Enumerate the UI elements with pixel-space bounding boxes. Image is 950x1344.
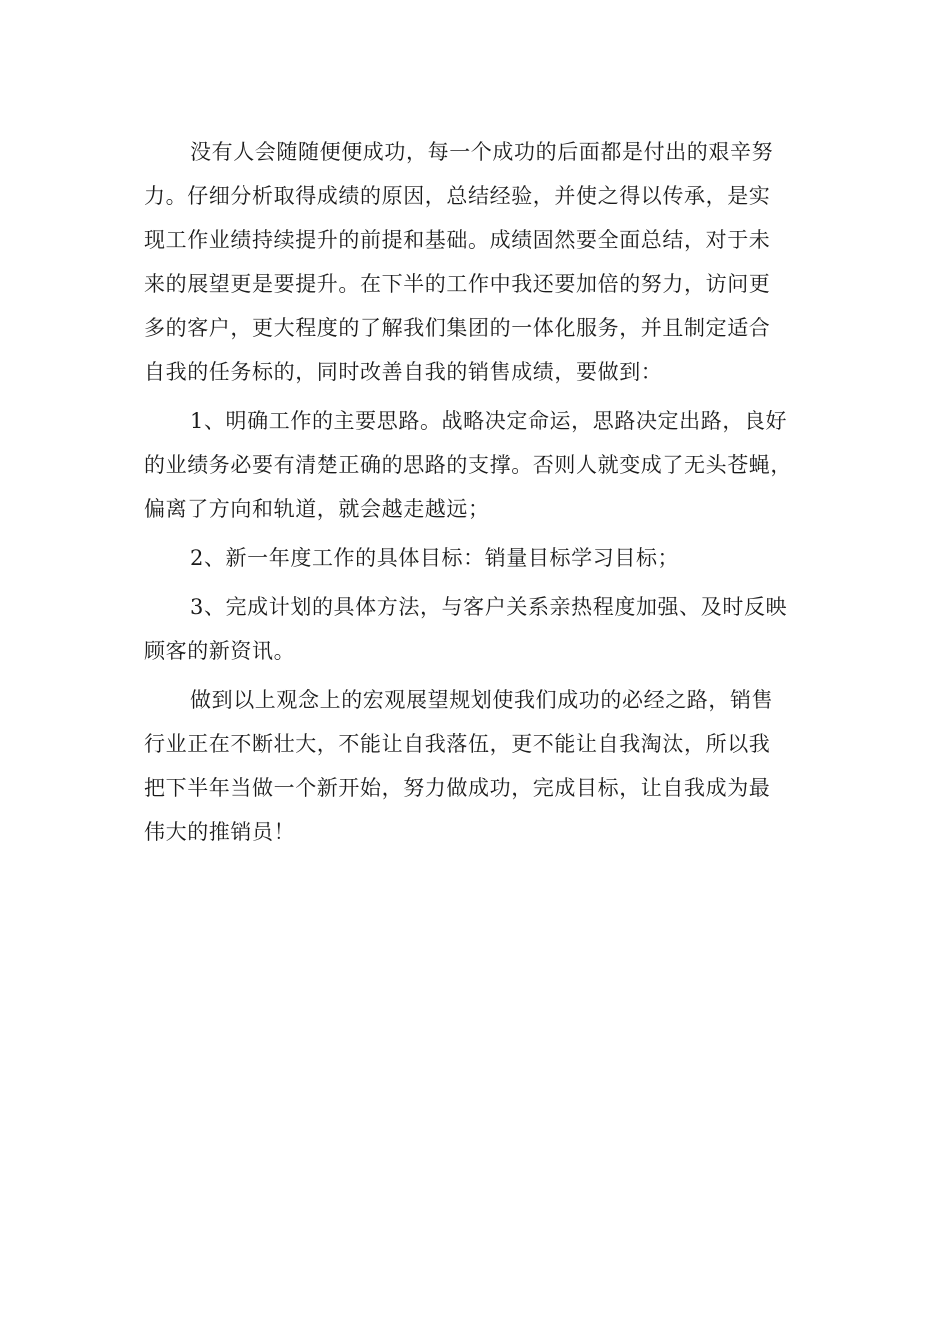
- text-line: 伟大的推销员！: [144, 820, 296, 844]
- text-line: 顾客的新资讯。: [144, 639, 296, 663]
- document-body: [144, 130, 834, 854]
- text-line: 做到以上观念上的宏观展望规划使我们成功的必经之路，销售: [190, 688, 774, 712]
- text-line: 行业正在不断壮大，不能让自我落伍，更不能让自我淘汰，所以我: [144, 732, 771, 756]
- text-line: 偏离了方向和轨道，就会越走越远；: [144, 497, 490, 521]
- text-line: 多的客户，更大程度的了解我们集团的一体化服务，并且制定适合: [144, 316, 771, 340]
- text-line: 3、完成计划的具体方法，与客户关系亲热程度加强、及时反映: [190, 595, 788, 619]
- text-line: 1、明确工作的主要思路。战略决定命运，思路决定出路，良好: [190, 409, 788, 433]
- text-line: 来的展望更是要提升。在下半的工作中我还要加倍的努力，访问更: [144, 272, 771, 296]
- text-line: 把下半年当做一个新开始，努力做成功，完成目标，让自我成为最: [144, 776, 771, 800]
- paragraph-conclusion: [144, 678, 834, 854]
- text-line: 没有人会随随便便成功，每一个成功的后面都是付出的艰辛努: [190, 140, 774, 164]
- paragraph-summary: [144, 130, 834, 394]
- paragraph-item-2: [144, 536, 834, 580]
- text-line: 2、新一年度工作的具体目标：销量目标学习目标；: [190, 546, 680, 570]
- text-line: 力。仔细分析取得成绩的原因，总结经验，并使之得以传承，是实: [144, 184, 771, 208]
- text-line: 自我的任务标的，同时改善自我的销售成绩，要做到：: [144, 360, 663, 384]
- text-line: 现工作业绩持续提升的前提和基础。成绩固然要全面总结，对于未: [144, 228, 771, 252]
- text-line: 的业绩务必要有清楚正确的思路的支撑。否则人就变成了无头苍蝇，: [144, 453, 792, 477]
- paragraph-item-1: [144, 399, 834, 531]
- paragraph-item-3: [144, 585, 834, 673]
